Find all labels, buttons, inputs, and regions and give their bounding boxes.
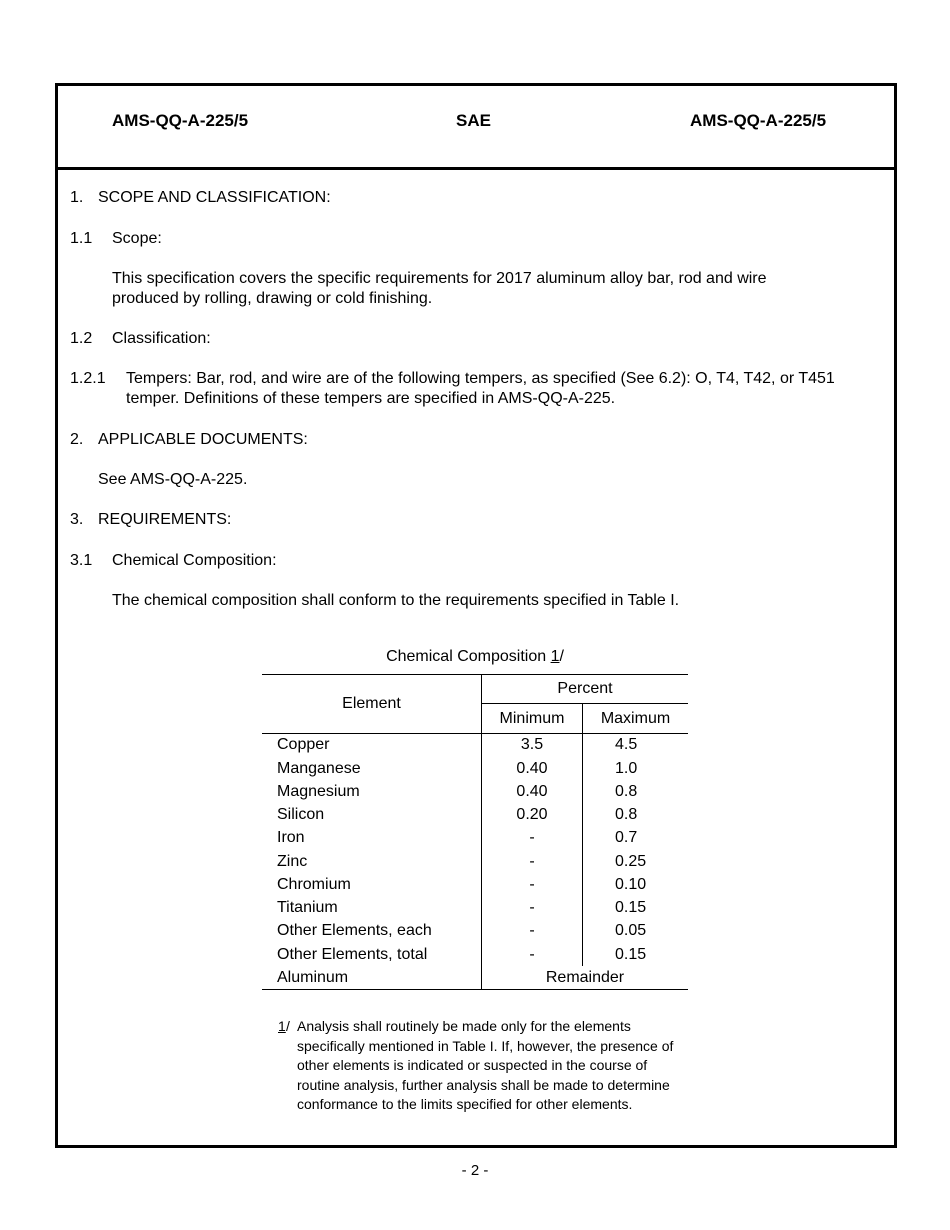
table-header-rule bbox=[262, 733, 688, 734]
row-element: Zinc bbox=[277, 853, 308, 870]
row-element: Other Elements, total bbox=[277, 946, 428, 963]
row-element: Aluminum bbox=[277, 969, 349, 986]
table-title-footnote-ref: 1 bbox=[550, 648, 560, 665]
row-maximum: 0.15 bbox=[615, 946, 647, 963]
table-top-rule bbox=[262, 674, 688, 675]
row-element: Manganese bbox=[277, 760, 361, 777]
row-element: Magnesium bbox=[277, 783, 360, 800]
section-1-1-title: Scope: bbox=[112, 230, 162, 247]
row-maximum: 0.7 bbox=[615, 829, 638, 846]
section-1-2-title: Classification: bbox=[112, 330, 211, 347]
row-minimum: - bbox=[529, 829, 535, 846]
header-org: SAE bbox=[456, 111, 491, 130]
section-1-title: SCOPE AND CLASSIFICATION: bbox=[98, 189, 331, 206]
row-maximum: 0.05 bbox=[615, 922, 647, 939]
page-number: - 2 - bbox=[461, 1162, 489, 1179]
header-doc-id-right: AMS-QQ-A-225/5 bbox=[690, 111, 827, 130]
row-minimum: 3.5 bbox=[520, 736, 544, 753]
table-header-maximum: Maximum bbox=[600, 710, 671, 727]
table-bottom-rule bbox=[262, 989, 688, 990]
section-3-1-text: The chemical composition shall conform to the requirements specified in Table I. bbox=[112, 592, 680, 609]
row-maximum: 0.8 bbox=[615, 783, 638, 800]
footnote-mark-slash: / bbox=[286, 1018, 290, 1034]
header-doc-id-left: AMS-QQ-A-225/5 bbox=[112, 111, 249, 130]
footnote-mark bbox=[278, 1017, 286, 1037]
row-maximum: 4.5 bbox=[615, 736, 638, 753]
section-1-number: 1. bbox=[70, 189, 84, 206]
row-maximum: 0.10 bbox=[615, 876, 647, 893]
table-header-percent: Percent bbox=[557, 680, 613, 697]
row-minimum: 0.20 bbox=[516, 806, 548, 823]
footnote-mark-number: 1 bbox=[278, 1018, 286, 1034]
row-maximum: 1.0 bbox=[615, 760, 638, 777]
section-3-number: 3. bbox=[70, 511, 84, 528]
section-2-number: 2. bbox=[70, 431, 84, 448]
table-minmax-divider bbox=[582, 704, 583, 966]
row-element: Iron bbox=[277, 829, 305, 846]
section-1-2-number: 1.2 bbox=[70, 330, 93, 347]
row-element: Copper bbox=[277, 736, 330, 753]
section-1-2-1-number: 1.2.1 bbox=[70, 370, 106, 387]
table-title-slash: / bbox=[559, 648, 564, 665]
row-minimum: 0.40 bbox=[516, 783, 548, 800]
section-1-1-number: 1.1 bbox=[70, 230, 93, 247]
row-element: Chromium bbox=[277, 876, 351, 893]
row-minimum: - bbox=[529, 946, 535, 963]
row-minimum: 0.40 bbox=[516, 760, 548, 777]
section-2-title: APPLICABLE DOCUMENTS: bbox=[98, 431, 308, 448]
row-minimum: - bbox=[529, 899, 535, 916]
table-title bbox=[0, 648, 950, 666]
row-element: Other Elements, each bbox=[277, 922, 432, 939]
table-header-minimum: Minimum bbox=[499, 710, 565, 727]
row-element: Titanium bbox=[277, 899, 338, 916]
section-3-title: REQUIREMENTS: bbox=[98, 511, 232, 528]
section-3-1-number: 3.1 bbox=[70, 552, 93, 569]
row-minimum: - bbox=[529, 853, 535, 870]
table-title-text: Chemical Composition bbox=[386, 648, 551, 665]
section-1-1-text: This specification covers the specific requirements for 2017 aluminum alloy bar, rod and wire produced by rolling, drawing or cold finishing. bbox=[112, 270, 767, 307]
row-element: Silicon bbox=[277, 806, 325, 823]
table-footnote bbox=[278, 1017, 678, 1115]
row-minimum: - bbox=[529, 876, 535, 893]
row-remainder: Remainder bbox=[545, 969, 625, 986]
section-1-2-1-text: Tempers: Bar, rod, and wire are of the following tempers, as specified (See 6.2): O, T4, T42, or T451 temper. Definitions of these tempers are specified in AMS-QQ-A-225. bbox=[126, 370, 835, 407]
header-divider bbox=[58, 167, 894, 170]
row-maximum: 0.25 bbox=[615, 853, 647, 870]
footnote-text: Analysis shall routinely be made only for the elements specifically mentioned in Table I. If, however, the presence of other elements is indicated or suspected in the course of routine analysis, further analysis shall be made to determine conformance to the limits specified for other elements. bbox=[297, 1018, 674, 1112]
row-maximum: 0.8 bbox=[615, 806, 638, 823]
table-percent-rule bbox=[482, 703, 688, 704]
section-2-text: See AMS-QQ-A-225. bbox=[98, 471, 248, 488]
table-header-element: Element bbox=[342, 695, 401, 712]
row-minimum: - bbox=[529, 922, 535, 939]
section-3-1-title: Chemical Composition: bbox=[112, 552, 277, 569]
row-maximum: 0.15 bbox=[615, 899, 647, 916]
